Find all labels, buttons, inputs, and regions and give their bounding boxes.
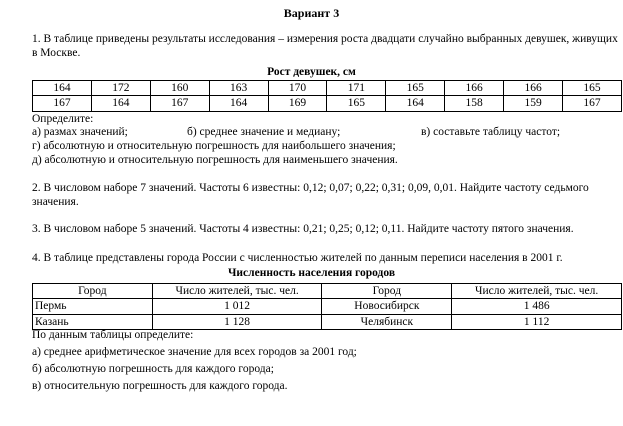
variant-title: Вариант 3 bbox=[283, 6, 340, 20]
height-value-cell: 165 bbox=[386, 81, 445, 96]
city-table-caption: Численность населения городов bbox=[227, 267, 396, 279]
task3-text: 3. В числовом наборе 5 значений. Частоты 4 известны: 0,21; 0,25; 0,12; 0,11. Найдите частоту пятого значения. bbox=[32, 223, 574, 235]
table-row bbox=[33, 81, 622, 96]
task4-text: 4. В таблице представлены города России с численностью жителей по данным переписи населения в 2001 г. bbox=[32, 252, 563, 264]
task1-determine: Определите: bbox=[32, 113, 94, 125]
header-population-2: Число жителей, тыс. чел. bbox=[452, 284, 622, 299]
table-row bbox=[33, 299, 622, 314]
city-name: Новосибирск bbox=[322, 299, 452, 314]
task1-options-row bbox=[32, 125, 622, 139]
task2-text: 2. В числовом наборе 7 значений. Частоты 6 известны: 0,12; 0,07; 0,22; 0,31; 0,09, 0,01. Найдите частоту седьмого значения. bbox=[32, 182, 589, 209]
height-value-cell: 165 bbox=[563, 81, 622, 96]
city-name: Челябинск bbox=[322, 314, 452, 329]
task4-determine: По данным таблицы определите: bbox=[32, 329, 194, 341]
task1-option-c: в) составьте таблицу частот; bbox=[421, 126, 561, 138]
height-value-cell: 167 bbox=[33, 96, 92, 111]
city-table bbox=[32, 283, 622, 330]
height-value-cell: 163 bbox=[209, 81, 268, 96]
header-population-1: Число жителей, тыс. чел. bbox=[152, 284, 322, 299]
height-table-caption: Рост девушек, см bbox=[267, 66, 356, 78]
height-value-cell: 158 bbox=[445, 96, 504, 111]
task4-option-c: в) относительную погрешность для каждого города. bbox=[32, 380, 288, 392]
city-table-header-row bbox=[33, 284, 622, 299]
height-value-cell: 164 bbox=[33, 81, 92, 96]
height-table bbox=[32, 80, 622, 112]
city-name: Казань bbox=[33, 314, 153, 329]
height-value-cell: 167 bbox=[563, 96, 622, 111]
city-name: Пермь bbox=[33, 299, 153, 314]
table-row bbox=[33, 96, 622, 111]
city-population: 1 128 bbox=[152, 314, 322, 329]
height-value-cell: 171 bbox=[327, 81, 386, 96]
header-city-2: Город bbox=[322, 284, 452, 299]
height-value-cell: 167 bbox=[150, 96, 209, 111]
height-value-cell: 164 bbox=[91, 96, 150, 111]
task1-option-e: д) абсолютную и относительную погрешность для наименьшего значения. bbox=[32, 154, 398, 166]
task1-option-b: б) среднее значение и медиану; bbox=[187, 126, 341, 138]
height-value-cell: 165 bbox=[327, 96, 386, 111]
task4-option-a: а) среднее арифметическое значение для всех городов за 2001 год; bbox=[32, 346, 357, 358]
city-population: 1 112 bbox=[452, 314, 622, 329]
height-value-cell: 166 bbox=[504, 81, 563, 96]
header-city-1: Город bbox=[33, 284, 153, 299]
height-value-cell: 160 bbox=[150, 81, 209, 96]
task1-text: 1. В таблице приведены результаты исследования – измерения роста двадцати случайно выбранных девушек, живущих в Москве. bbox=[32, 33, 618, 60]
height-value-cell: 166 bbox=[445, 81, 504, 96]
height-value-cell: 170 bbox=[268, 81, 327, 96]
city-population: 1 486 bbox=[452, 299, 622, 314]
task1-option-d: г) абсолютную и относительную погрешность для наибольшего значения; bbox=[32, 140, 396, 152]
height-value-cell: 159 bbox=[504, 96, 563, 111]
height-value-cell: 169 bbox=[268, 96, 327, 111]
height-value-cell: 172 bbox=[91, 81, 150, 96]
height-value-cell: 164 bbox=[386, 96, 445, 111]
task4-option-b: б) абсолютную погрешность для каждого города; bbox=[32, 363, 274, 375]
task1-option-a: а) размах значений; bbox=[32, 126, 128, 138]
city-population: 1 012 bbox=[152, 299, 322, 314]
height-value-cell: 164 bbox=[209, 96, 268, 111]
